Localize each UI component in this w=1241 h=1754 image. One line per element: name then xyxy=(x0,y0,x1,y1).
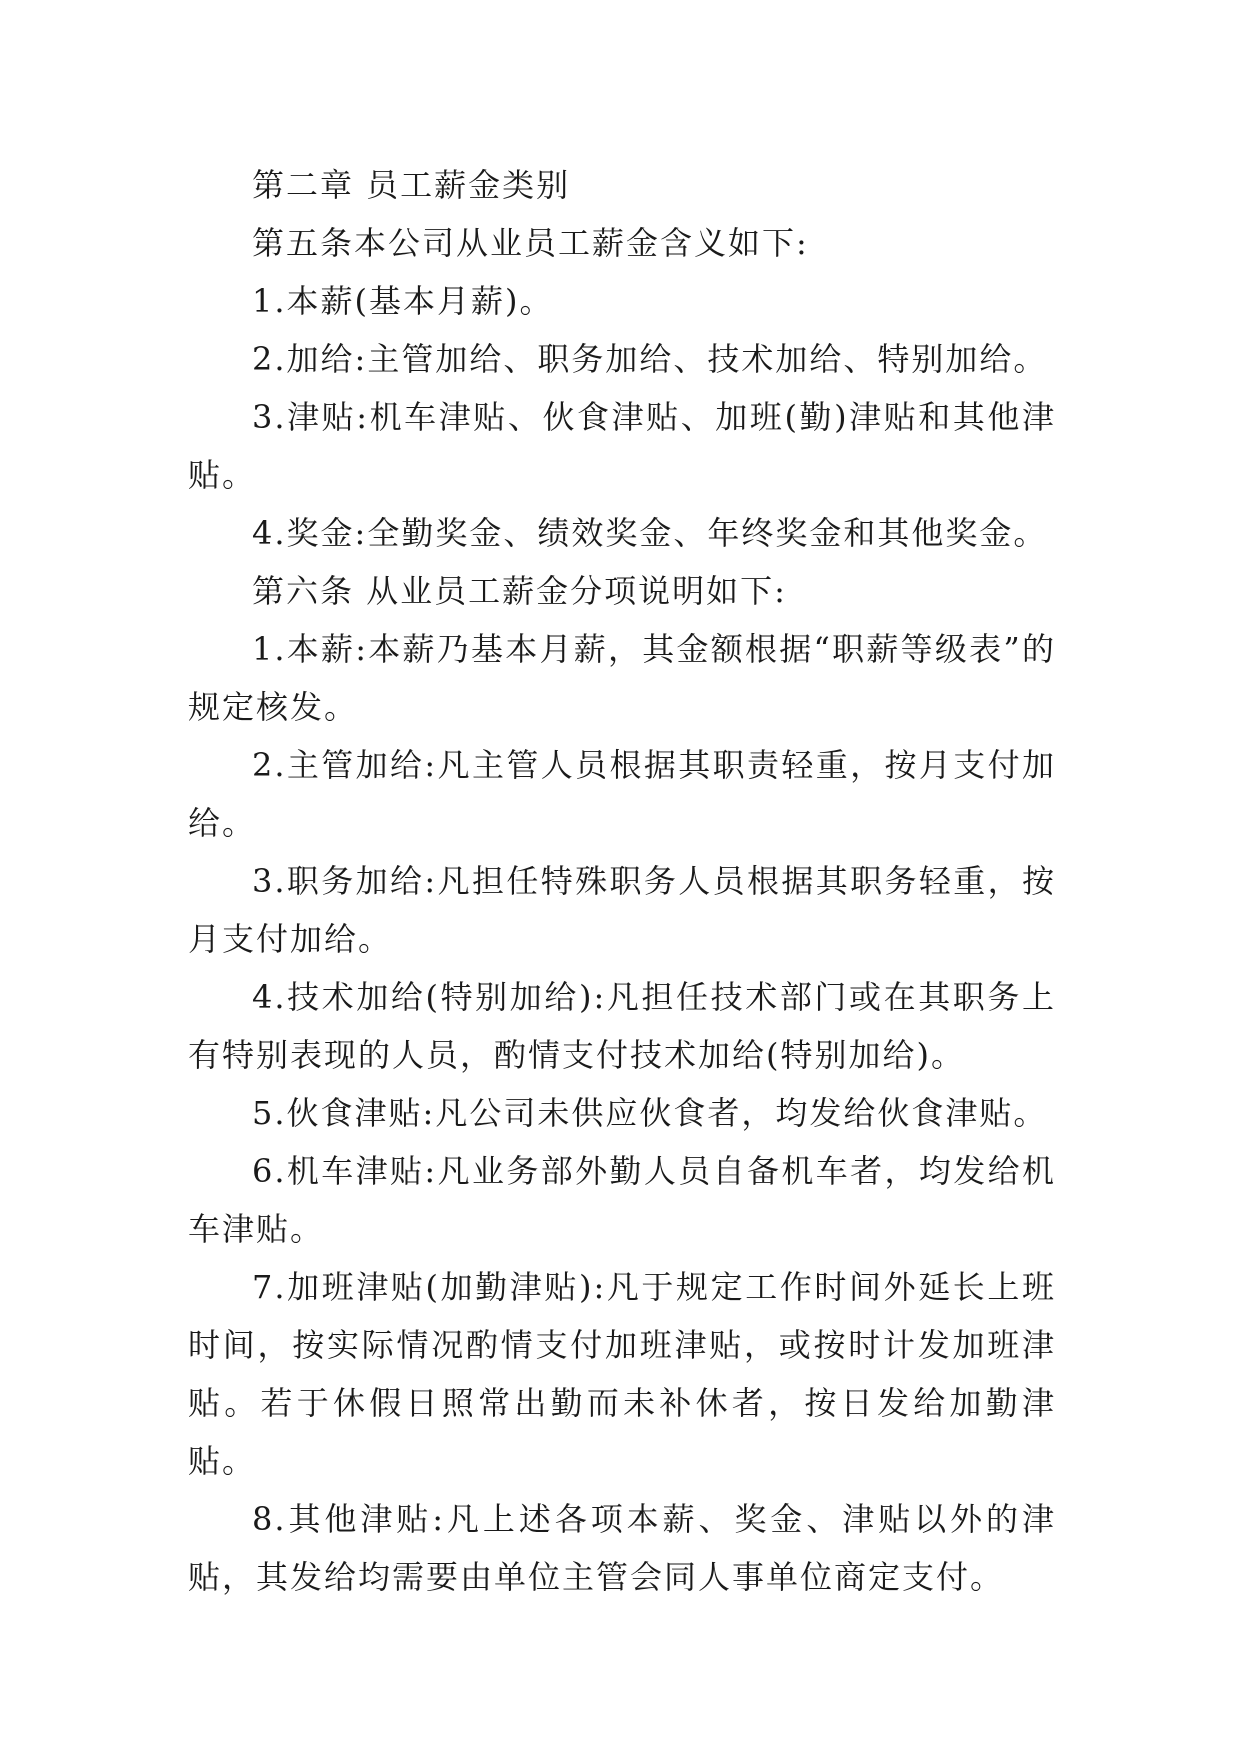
list-item: 3.津贴:机车津贴、伙食津贴、加班(勤)津贴和其他津贴。 xyxy=(188,398,1056,494)
list-item: 3.职务加给:凡担任特殊职务人员根据其职务轻重，按月支付加给。 xyxy=(188,862,1056,958)
list-item: 8.其他津贴:凡上述各项本薪、奖金、津贴以外的津贴，其发给均需要由单位主管会同人事单位商定支付。 xyxy=(188,1500,1056,1596)
article-six: 第六条 从业员工薪金分项说明如下: xyxy=(252,572,787,610)
list-item: 4.奖金:全勤奖金、绩效奖金、年终奖金和其他奖金。 xyxy=(252,514,1048,552)
list-item: 1.本薪:本薪乃基本月薪，其金额根据“职薪等级表”的规定核发。 xyxy=(188,630,1056,726)
list-item: 6.机车津贴:凡业务部外勤人员自备机车者，均发给机车津贴。 xyxy=(188,1152,1056,1248)
list-item: 4.技术加给(特别加给):凡担任技术部门或在其职务上有特别表现的人员，酌情支付技术加给(特别加给)。 xyxy=(188,978,1056,1074)
list-item: 1.本薪(基本月薪)。 xyxy=(252,282,554,320)
article-five: 第五条本公司从业员工薪金含义如下: xyxy=(252,224,809,262)
document-page xyxy=(188,156,1056,1606)
list-item: 7.加班津贴(加勤津贴):凡于规定工作时间外延长上班时间，按实际情况酌情支付加班津贴，或按时计发加班津贴。若于休假日照常出勤而未补休者，按日发给加勤津贴。 xyxy=(188,1268,1056,1480)
list-item: 2.加给:主管加给、职务加给、技术加给、特别加给。 xyxy=(252,340,1048,378)
chapter-heading: 第二章 员工薪金类别 xyxy=(252,166,571,204)
list-item: 5.伙食津贴:凡公司未供应伙食者，均发给伙食津贴。 xyxy=(252,1094,1048,1132)
list-item: 2.主管加给:凡主管人员根据其职责轻重，按月支付加给。 xyxy=(188,746,1056,842)
